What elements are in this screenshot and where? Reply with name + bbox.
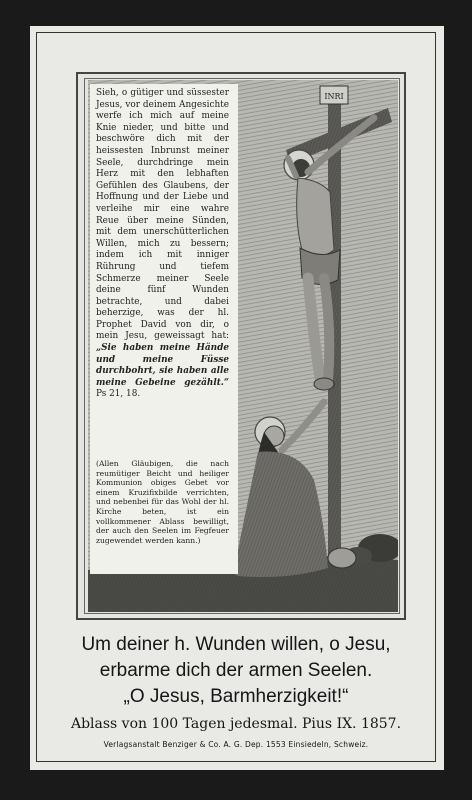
publisher-imprint: Verlagsanstalt Benziger & Co. A. G. Dep. 1553 Einsiedeln, Schweiz. <box>103 740 369 749</box>
prayer-text <box>96 88 229 401</box>
psalm-reference: Ps 21, 18. <box>96 389 141 400</box>
caption-line-1: Um deiner h. Wunden willen, o Jesu, <box>81 634 391 655</box>
psalm-quote: „Sie haben meine Hände und meine Füsse durchbohrt, sie haben alle meine Gebeine gezählt.“ <box>96 343 229 388</box>
indulgence-note: (Allen Gläubigen, die nach reumütiger Beicht und heiliger Kommunion obiges Gebet vor einem Kruzifixbilde verrichten, und nebenbei für das Wohl der hl. Kirche beten, ist ein vollkommener Ablass bewilligt, der auch den Seelen im Fegfeuer zugewendet werden kann.) <box>96 459 229 545</box>
inri-inscription: INRI <box>324 92 344 101</box>
prayer-body: Sieh, o gütiger und süssester Jesus, vor deinem Angesichte werfe ich mich auf meine Knie nieder, und bitte und beschwöre dich mit der heissesten Inbrunst meiner Seele, durchdringe mein Herz mit den lebhaften Gefühlen des Glaubens, der Hoffnung und der Liebe und verleihe mir eine wahre Reue über meine Sünden, mit dem unerschütterlichen Willen, mich zu bessern; indem ich mit inniger Rührung und tiefem Schmerze meiner Seele deine fünf Wunden betrachte, und dabei beherzige, was der hl. Prophet David von dir, o mein Jesu, geweissagt hat: <box>96 88 229 342</box>
caption-line-2: erbarme dich der armen Seelen. <box>99 660 373 681</box>
caption-line-3: „O Jesus, Barmherzigkeit!“ <box>123 686 349 707</box>
indulgence-line: Ablass von 100 Tagen jedesmal. Pius IX. 1857. <box>70 716 402 732</box>
